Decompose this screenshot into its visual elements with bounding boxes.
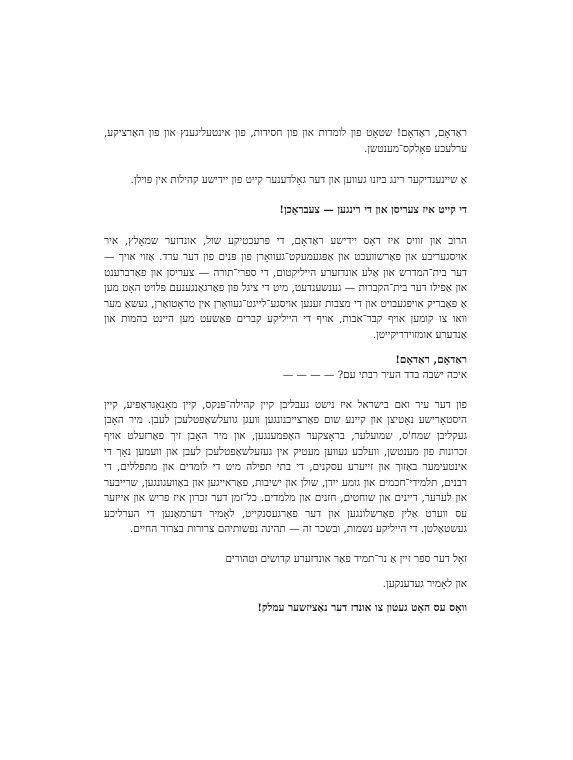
paragraph-intro: ראַדאָם, ראַדאָם! שטאָט פון לומדות און פון חסידות, פון אינטעליגענץ און פון האַרציקע, ערלעכע פּאָלקס־מענטשן. [104,127,467,155]
paragraph-broken-chain: די קייט איז צעריסן און די רינגען — צעבראָכן! [279,203,467,216]
paragraph-amalek: וואָס עס האָט געטון צו אונדז דער נאַציזשער עמלק! [257,602,467,615]
paragraph-radom-call: ראַדאָם, ראַדאָם! [395,353,467,366]
document-page [104,126,467,617]
paragraph-golden-chain: אַ שיינענדיקער רינג ביזנו געווען און דער גאָלדענער קייט פון יידישע קהילות אין פּוילן. [130,174,467,187]
paragraph-eicha-quote: איכה ישבה בדד העיר רבתי עם? — — — — [282,369,467,382]
paragraph-ner-tamid: זאָל דער ספר זיין אַ נר־תמיד פאַר אונדזערע קדושים וטהורים [225,553,467,566]
paragraph-memory: פון דער עיר ואם בישראל איז נישט געבליבן קיין קהילה־פּנקס, קיין מאָנאָגראַפיע, קיין היסטאָרישע נאָטיצן און קיינע שום פאַרצייכנונגען וועגן גוועלשאַפטלעכן לעבן. מיר האָבן געקליבן שמח'ס, שמועלער, בראָצקער האָפּמענגען, און מיר האָבן זיך פאַרזעלט אויף זכרונות פון מענטשן, וועלכע געווען מעטיק אין געזעלשאַפטלעכן לעבן און וועמען נאָך די אינטעימער באַזוך און זייערע עסקנים, די בתי תפילה מיט די לומדים און מתפללים, די רבנים, תלמידי־חכמים און גומע ייִדן, שולן און ישיבות, פאַראייגען און באַוועגונגען, שרייבער און לערער, דיינים און שוחטים, חזנים און מלמדים. כל־זמן דער זכרון איז פריש און אייזער עס ווערט אַלין פאַרשלונגען און דער פאַרגעסנקייט, לאָמיר דערמאַנען די הערליכע געשטאַלטן. די הייליקע נשמות, ובשכר זה — תהינה נפשותיהם צרורות בצרור החיים. [104,398,467,536]
paragraph-remember: און לאָמיר געדענקען. [382,577,467,590]
paragraph-destruction: הרוב און זוויס איז דאָס יידישע ראַדאָם, די פּרעכטיקע שול, אונדזער שמאָלץ, איר אויסגעריבע און פאַרשוועכט און אַפּגעמעקט־געוואָרן פון פּנים פון דער ערד. אַזוי אויך — דער בית־המדרש און אַלע אונדזערע הייליקטום, די ספרי־תורה — צעריסן און פאַרברענט און אַפילו דער בית־הקברות — גענשענדעט, מיט די ציגל פון פאַרגאַנגענעם פּלויט האָט מען אַ פּאַבריק אויפגעבויט און די מצבות זענען אויסגע־לייגט־געוואָרן אין טראָטואַרן, געשאַ מער וואו צו קומען אויף קבר־אבות, אויף די הייליקע קברים פּאַשעט מען היינט בהמות און אַנדערע אומזוידריקייטן. [104,235,467,341]
